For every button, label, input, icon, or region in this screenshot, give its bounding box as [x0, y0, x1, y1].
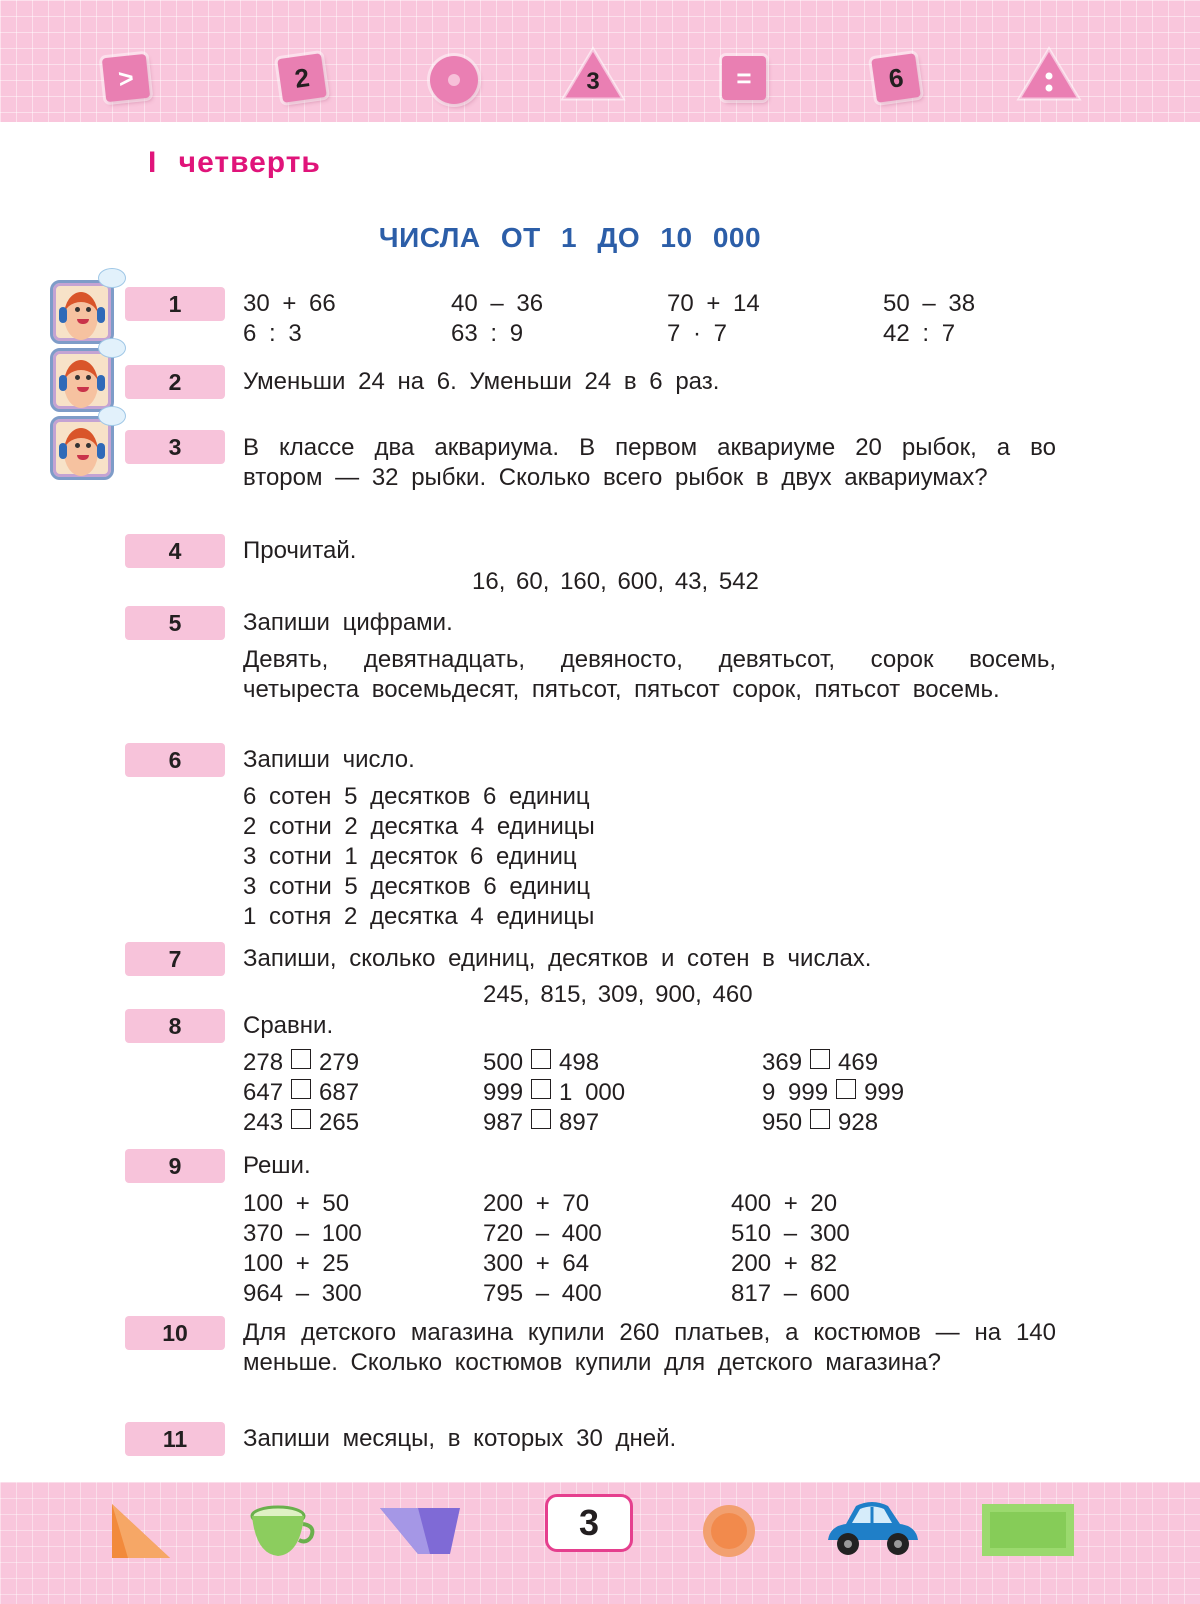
compare-right: 999 [864, 1079, 905, 1106]
student-avatar-icon [50, 280, 114, 344]
compare-item [762, 1108, 878, 1138]
compare-left: 9 999 [762, 1079, 829, 1106]
task1-expr: 40 – 36 [451, 290, 544, 317]
task6-line: 6 сотен 5 десятков 6 единиц [243, 783, 590, 810]
compare-left: 950 [762, 1109, 803, 1136]
thought-cloud-icon [98, 268, 126, 288]
answer-box[interactable] [291, 1079, 311, 1099]
task1-expr: 7 · 7 [667, 320, 728, 347]
task9-expr: 100 + 25 [243, 1250, 350, 1277]
header-band [0, 0, 1200, 122]
task6-line: 3 сотни 1 десяток 6 единиц [243, 843, 577, 870]
task1-expr: 30 + 66 [243, 290, 336, 317]
compare-right: 265 [319, 1109, 360, 1136]
task-number-2: 2 [125, 365, 225, 399]
compare-left: 987 [483, 1109, 524, 1136]
thought-cloud-icon [98, 338, 126, 358]
task1-expr: 6 : 3 [243, 320, 302, 347]
compare-right: 897 [559, 1109, 600, 1136]
answer-box[interactable] [810, 1109, 830, 1129]
answer-box[interactable] [836, 1079, 856, 1099]
task-number-5: 5 [125, 606, 225, 640]
task9-expr: 400 + 20 [731, 1190, 838, 1217]
purple-trapezoid-icon [378, 1506, 462, 1556]
task6-text: Запиши число. [243, 746, 415, 773]
compare-item [762, 1048, 878, 1078]
triangle-dots-icon [1016, 46, 1082, 102]
task7-numbers: 245, 815, 309, 900, 460 [483, 981, 753, 1008]
compare-item [243, 1108, 359, 1138]
thought-cloud-icon [98, 406, 126, 426]
quarter-title: I четверть [148, 146, 321, 179]
task-number-1: 1 [125, 287, 225, 321]
compare-left: 278 [243, 1049, 284, 1076]
greater-than-badge: > [102, 54, 150, 102]
compare-left: 647 [243, 1079, 284, 1106]
task9-expr: 300 + 64 [483, 1250, 590, 1277]
task9-text: Реши. [243, 1152, 311, 1179]
task6-line: 3 сотни 5 десятков 6 единиц [243, 873, 590, 900]
compare-item [243, 1048, 359, 1078]
task1-expr: 42 : 7 [883, 320, 956, 347]
compare-right: 279 [319, 1049, 360, 1076]
task1-expr: 70 + 14 [667, 290, 760, 317]
task-number-7: 7 [125, 942, 225, 976]
compare-item [483, 1108, 599, 1138]
orange-triangle-icon [108, 1500, 174, 1562]
student-avatar-icon [50, 348, 114, 412]
task9-expr: 720 – 400 [483, 1220, 602, 1247]
task5-text: Запиши цифрами. [243, 609, 453, 636]
task6-line: 1 сотня 2 десятка 4 единицы [243, 903, 595, 930]
task2-text: Уменьши 24 на 6. Уменьши 24 в 6 раз. [243, 368, 720, 395]
task9-expr: 100 + 50 [243, 1190, 350, 1217]
compare-left: 369 [762, 1049, 803, 1076]
compare-left: 999 [483, 1079, 524, 1106]
section-title: ЧИСЛА ОТ 1 ДО 10 000 [378, 222, 762, 253]
answer-box[interactable] [531, 1109, 551, 1129]
task5-body: Девять, девятнадцать, девяносто, девятьсот, сорок восемь, четыреста восемьдесят, пятьсот, пятьсот сорок, пятьсот восемь. [243, 646, 1056, 703]
task-number-8: 8 [125, 1009, 225, 1043]
page-number: 3 [545, 1494, 633, 1552]
task-number-3: 3 [125, 430, 225, 464]
task9-expr: 200 + 70 [483, 1190, 590, 1217]
student-avatar-icon [50, 416, 114, 480]
task-number-11: 11 [125, 1422, 225, 1456]
answer-box[interactable] [531, 1079, 551, 1099]
cup-icon [248, 1504, 316, 1560]
task-number-9: 9 [125, 1149, 225, 1183]
triangle-three-shape [560, 46, 626, 102]
answer-box[interactable] [291, 1049, 311, 1069]
triangle-dots-shape [1016, 46, 1082, 102]
compare-right: 498 [559, 1049, 600, 1076]
task1-expr: 50 – 38 [883, 290, 976, 317]
answer-box[interactable] [291, 1109, 311, 1129]
compare-item [483, 1078, 625, 1108]
answer-box[interactable] [810, 1049, 830, 1069]
task4-text: Прочитай. [243, 537, 357, 564]
compare-left: 500 [483, 1049, 524, 1076]
answer-box[interactable] [531, 1049, 551, 1069]
task9-expr: 817 – 600 [731, 1280, 850, 1307]
compare-right: 1 000 [559, 1079, 626, 1106]
task1-expr: 63 : 9 [451, 320, 524, 347]
number-two-badge: 2 [277, 53, 327, 103]
compare-item [762, 1078, 904, 1108]
compare-item [483, 1048, 599, 1078]
compare-right: 928 [838, 1109, 879, 1136]
circle-shape [430, 56, 478, 104]
car-icon [822, 1496, 922, 1566]
triangle-number: 3 [586, 68, 600, 95]
compare-right: 687 [319, 1079, 360, 1106]
orange-circle-icon [700, 1502, 758, 1560]
task6-line: 2 сотни 2 десятка 4 единицы [243, 813, 595, 840]
task10-text: Для детского магазина купили 260 платьев, а костюмов — на 140 меньше. Сколько костюмов купили для детского магазина? [243, 1319, 1056, 1376]
compare-left: 243 [243, 1109, 284, 1136]
task11-text: Запиши месяцы, в которых 30 дней. [243, 1425, 677, 1452]
task8-text: Сравни. [243, 1012, 334, 1039]
task9-expr: 370 – 100 [243, 1220, 362, 1247]
task9-expr: 200 + 82 [731, 1250, 838, 1277]
task3-text: В классе два аквариума. В первом аквариуме 20 рыбок, а во втором — 32 рыбки. Сколько всего рыбок в двух аквариумах? [243, 434, 1056, 491]
task-number-10: 10 [125, 1316, 225, 1350]
number-six-badge: 6 [871, 53, 921, 103]
compare-item [243, 1078, 359, 1108]
task-number-6: 6 [125, 743, 225, 777]
task4-numbers: 16, 60, 160, 600, 43, 542 [472, 568, 759, 595]
task7-text: Запиши, сколько единиц, десятков и сотен в числах. [243, 945, 872, 972]
task9-expr: 795 – 400 [483, 1280, 602, 1307]
green-rectangle-icon [980, 1502, 1076, 1558]
equals-badge: = [722, 56, 766, 100]
compare-right: 469 [838, 1049, 879, 1076]
task9-expr: 964 – 300 [243, 1280, 362, 1307]
task-number-4: 4 [125, 534, 225, 568]
task9-expr: 510 – 300 [731, 1220, 850, 1247]
